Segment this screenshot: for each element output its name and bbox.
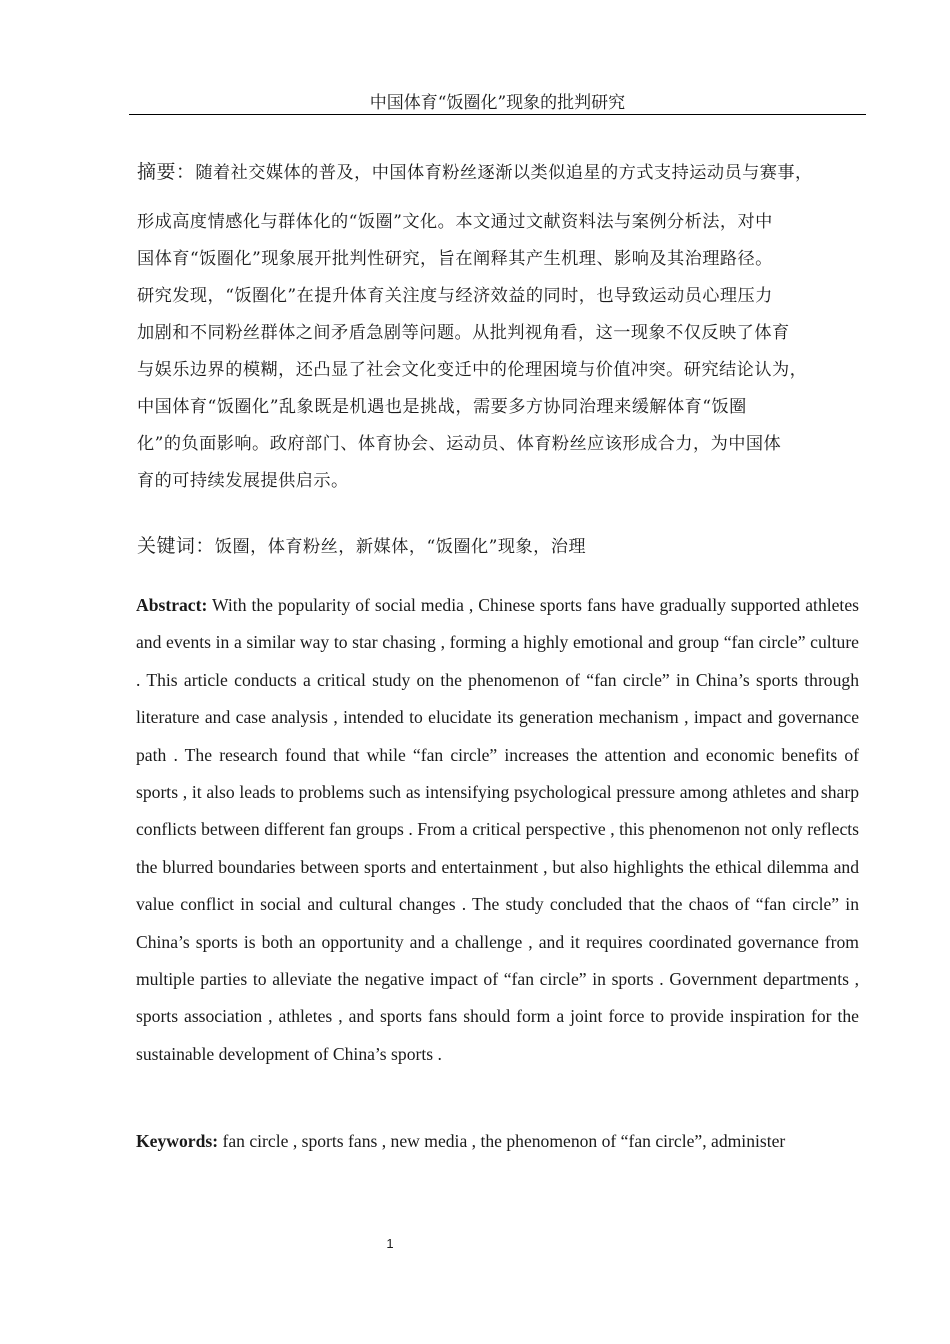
abstract-cn-line-3: 国体育“饭圈化”现象展开批判性研究，旨在阐释其产生机理、影响及其治理路径。 — [137, 249, 773, 269]
abstract-cn-line-2: 形成高度情感化与群体化的“饭圈”文化。本文通过文献资料法与案例分析法，对中 — [137, 212, 773, 232]
abstract-en — [136, 587, 859, 1073]
keywords-en — [136, 1129, 896, 1153]
header-rule — [129, 114, 866, 115]
keywords-cn-label: 关键词： — [137, 535, 215, 557]
abstract-cn-line-6: 与娱乐边界的模糊，还凸显了社会文化变迁中的伦理困境与价值冲突。研究结论认为， — [137, 360, 808, 380]
abstract-cn-line-8: 化”的负面影响。政府部门、体育协会、运动员、体育粉丝应该形成合力，为中国体 — [137, 434, 782, 454]
keywords-en-text: fan circle , sports fans , new media , the phenomenon of “fan circle”, administer — [222, 1131, 786, 1151]
abstract-cn-line-4: 研究发现，“饭圈化”在提升体育关注度与经济效益的同时，也导致运动员心理压力 — [137, 286, 773, 306]
abstract-en-text: With the popularity of social media , Chinese sports fans have gradually supported athletes and events in a similar way to star chasing , forming a highly emotional and group “fan circle” culture . This article conducts a critical study on the phenomenon of “fan circle” in China’s sports through literature and case analysis , intended to elucidate its generation mechanism , impact and governance path . The research found that while “fan circle” increases the attention and economic benefits of sports , it also leads to problems such as intensifying psychological pressure among athletes and sharp conflicts between different fan groups . From a critical perspective , this phenomenon not only reflects the blurred boundaries between sports and entertainment , but also highlights the ethical dilemma and value conflict in social and cultural changes . The study concluded that the chaos of “fan circle” in China’s sports is both an opportunity and a challenge , and it requires coordinated governance from multiple parties to alleviate the negative impact of “fan circle” in sports . Government departments , sports association , athletes , and sports fans should form a joint force to provide inspiration for the sustainable development of China’s sports . — [136, 595, 859, 1064]
abstract-cn-label: 摘要： — [137, 161, 196, 183]
abstract-en-label: Abstract: — [136, 595, 208, 615]
keywords-cn — [137, 531, 586, 558]
keywords-cn-text: 饭圈，体育粉丝，新媒体，“饭圈化”现象，治理 — [214, 537, 587, 557]
keywords-en-label: Keywords: — [136, 1131, 219, 1151]
abstract-cn-line-1 — [137, 157, 813, 184]
abstract-cn-line-9: 育的可持续发展提供启示。 — [137, 471, 349, 491]
abstract-cn-line-text: 随着社交媒体的普及，中国体育粉丝逐渐以类似追星的方式支持运动员与赛事， — [195, 163, 813, 183]
abstract-cn-line-7: 中国体育“饭圈化”乱象既是机遇也是挑战，需要多方协同治理来缓解体育“饭圈 — [137, 397, 747, 417]
abstract-cn-line-5: 加剧和不同粉丝群体之间矛盾急剧等问题。从批判视角看，这一现象不仅反映了体育 — [137, 323, 790, 343]
header-title: 中国体育“饭圈化”现象的批判研究 — [369, 93, 626, 113]
page-number: 1 — [386, 1236, 394, 1251]
